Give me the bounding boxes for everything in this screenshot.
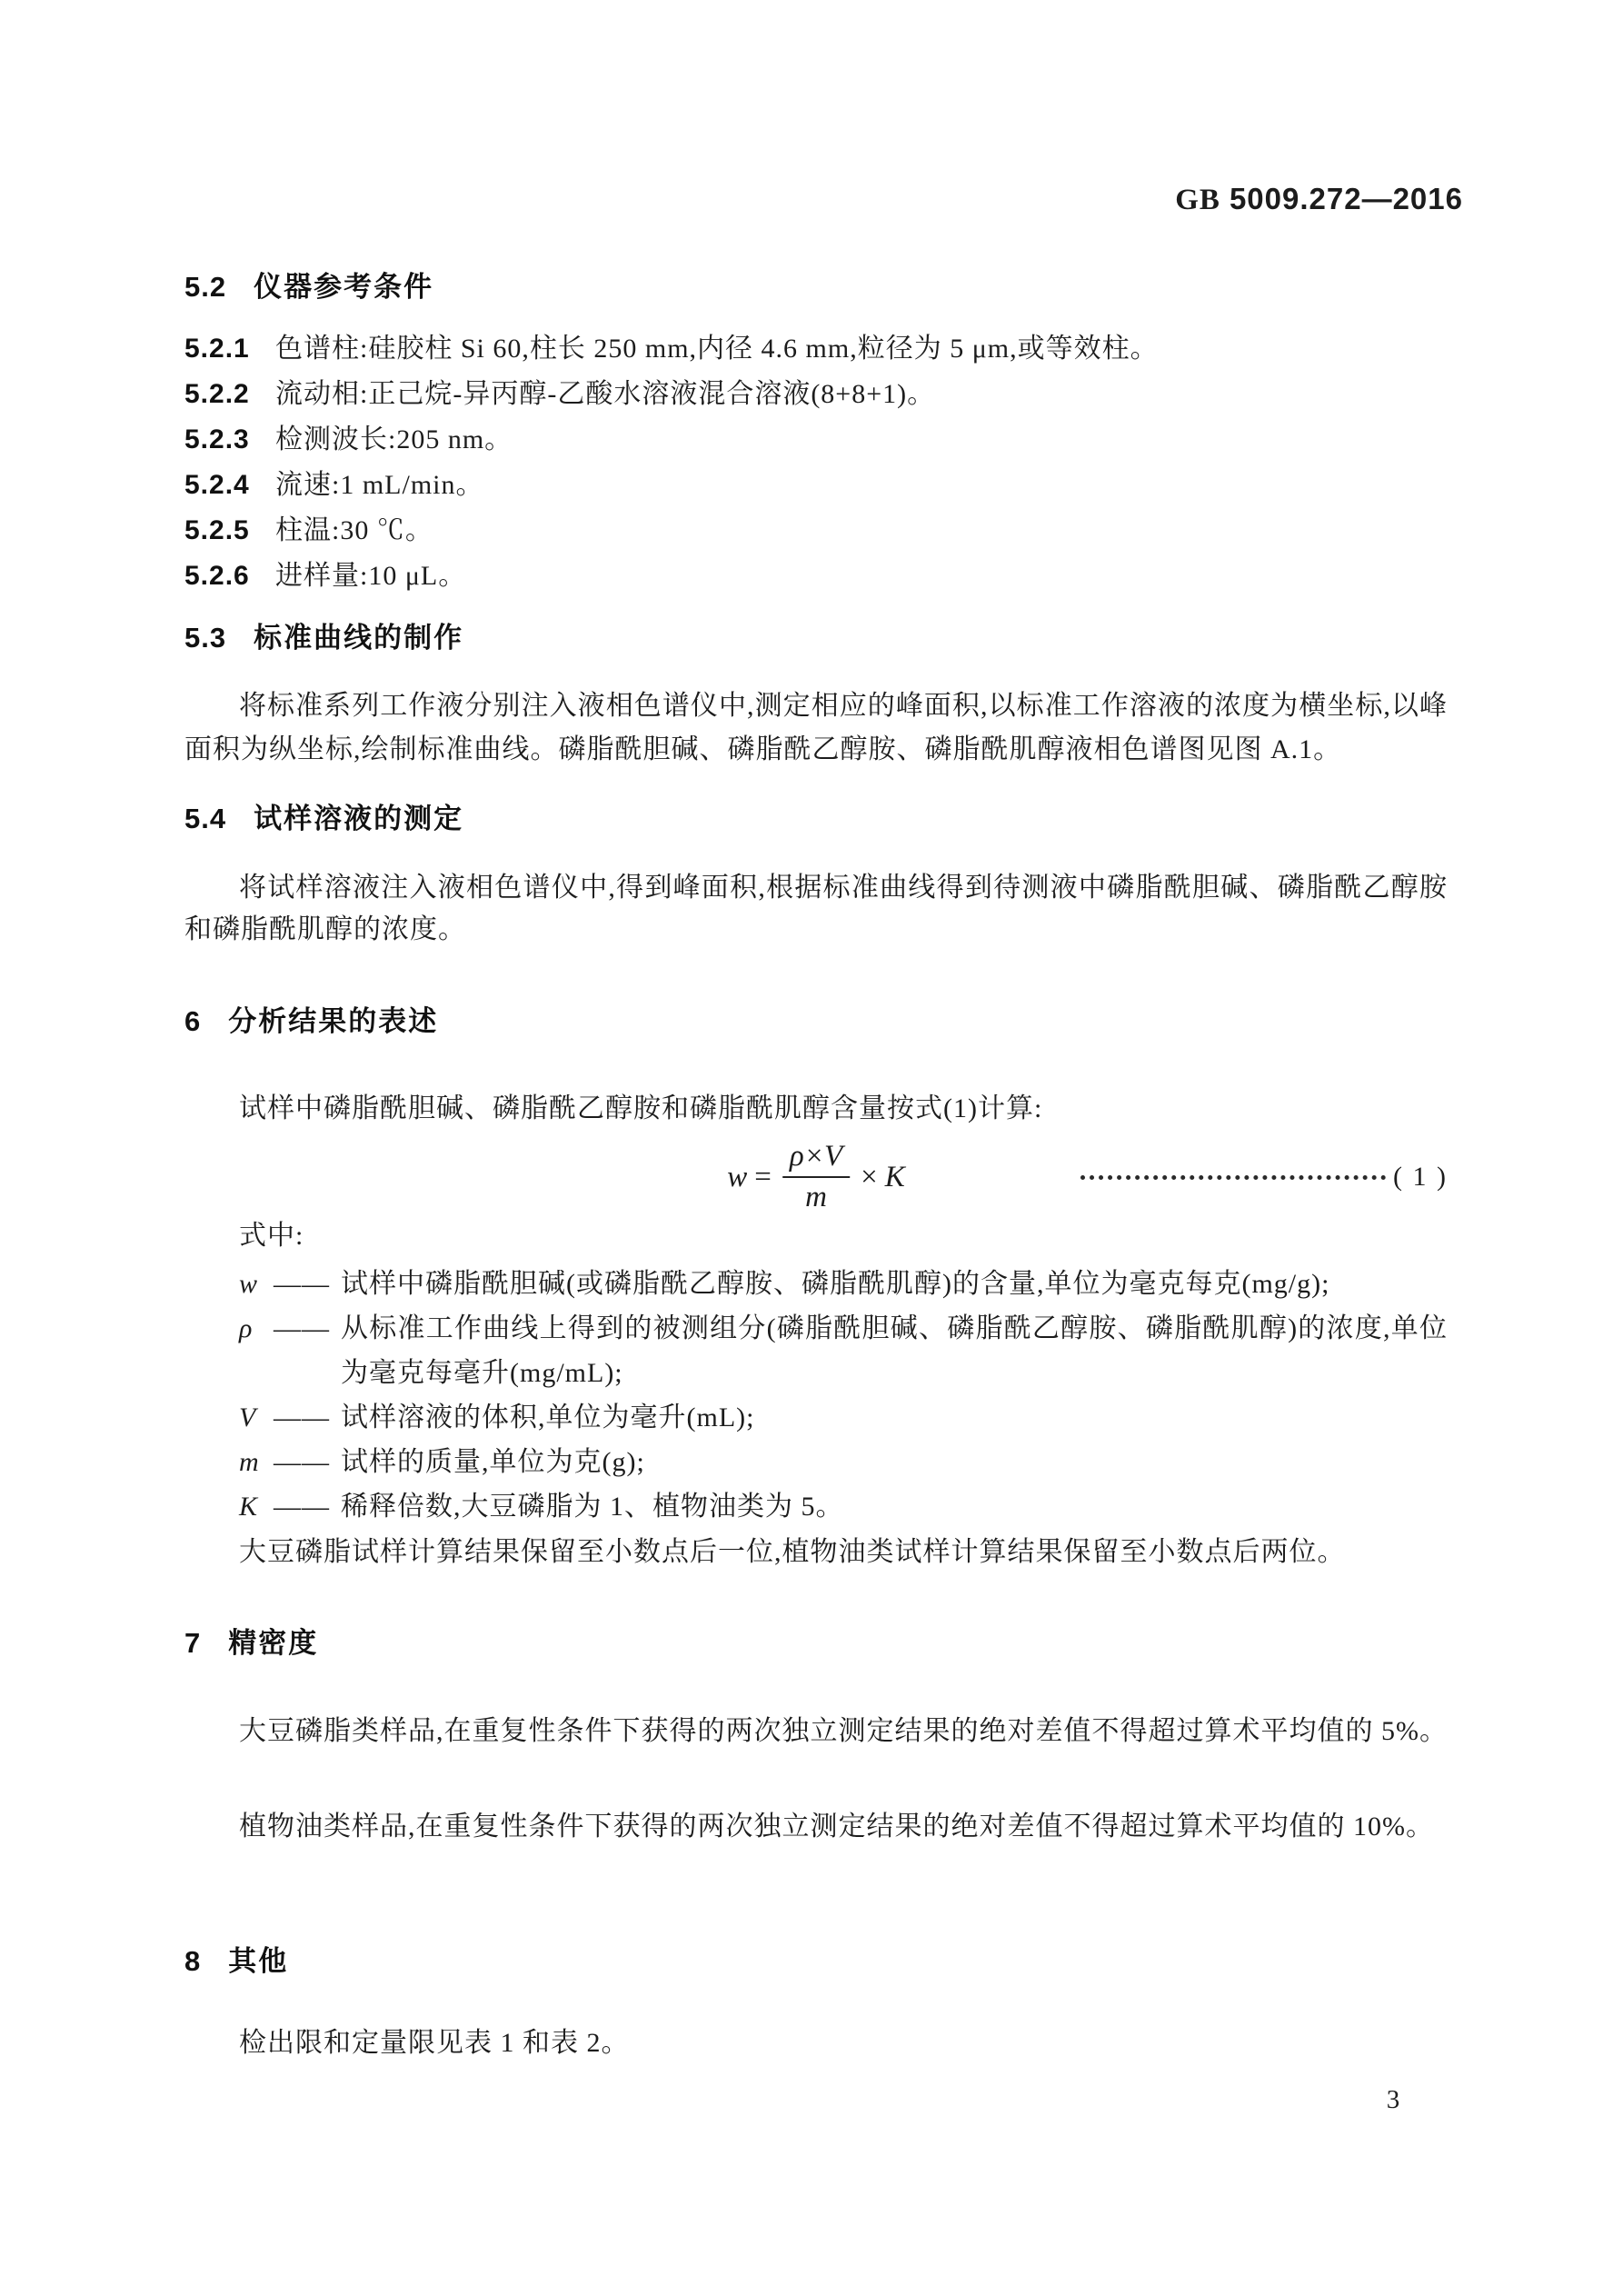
clause-text: 流动相:正己烷-异丙醇-乙酸水溶液混合溶液(8+8+1)。 (275, 379, 936, 409)
definition-row (184, 1262, 1448, 1306)
section-heading-5-4 (184, 802, 1448, 836)
clause-item (184, 326, 1448, 372)
definition-row (184, 1440, 1448, 1484)
clause-item (184, 508, 1448, 554)
section-number: 5.4 (184, 803, 227, 834)
fraction-denominator: m (805, 1181, 827, 1213)
definition-dash: —— (274, 1492, 330, 1522)
section-heading-5-3 (184, 621, 1448, 655)
section-heading-7 (184, 1626, 1448, 1661)
paragraph-7-1: 大豆磷脂类样品,在重复性条件下获得的两次独立测定结果的绝对差值不得超过算术平均值的 5%。 (239, 1716, 1448, 1746)
section-number: 8 (184, 1945, 202, 1977)
fraction-numerator: ρ×V (782, 1140, 850, 1178)
dotted-leader (1080, 1175, 1386, 1180)
definition-symbol: K (239, 1492, 259, 1522)
clause-text: 进样量:10 μL。 (275, 561, 467, 591)
formula-fraction (782, 1140, 850, 1214)
clause-text: 检测波长:205 nm。 (275, 424, 513, 454)
section-heading-5-2 (184, 270, 1448, 304)
clause-item (184, 372, 1448, 417)
paragraph-6-intro: 试样中磷脂酰胆碱、磷脂酰乙醇胺和磷脂酰肌醇含量按式(1)计算: (239, 1093, 1043, 1123)
paragraph-8: 检出限和定量限见表 1 和表 2。 (239, 2028, 630, 2058)
clause-item (184, 554, 1448, 599)
section-title: 仪器参考条件 (254, 271, 434, 303)
paragraph-7-2: 植物油类样品,在重复性条件下获得的两次独立测定结果的绝对差值不得超过算术平均值的 10%。 (239, 1812, 1434, 1842)
definition-list (184, 1262, 1448, 1529)
clause-text: 流速:1 mL/min。 (275, 470, 484, 500)
section-heading-8 (184, 1944, 1448, 1979)
standard-code-prefix: GB (1175, 184, 1220, 216)
definition-row (184, 1395, 1448, 1440)
definition-text: 试样中磷脂酰胆碱(或磷脂酰乙醇胺、磷脂酰肌醇)的含量,单位为毫克每克(mg/g); (341, 1269, 1330, 1299)
section-number: 5.2 (184, 271, 227, 303)
section-heading-6 (184, 1004, 1448, 1039)
clause-number: 5.2.4 (184, 470, 250, 500)
definition-symbol: ρ (239, 1313, 254, 1343)
clause-item (184, 417, 1448, 463)
formula-number: ( 1 ) (1393, 1162, 1448, 1192)
section-title: 标准曲线的制作 (254, 622, 464, 654)
clause-text: 柱温:30 ℃。 (275, 515, 433, 545)
equals-sign: = (754, 1160, 772, 1193)
clause-number: 5.2.1 (184, 334, 250, 364)
page-number: 3 (1386, 2085, 1400, 2114)
definition-symbol: w (239, 1269, 259, 1299)
formula-factor: K (884, 1160, 905, 1193)
formula-leader-group (1080, 1162, 1448, 1193)
definition-dash: —— (274, 1313, 330, 1343)
standard-code-header (1175, 182, 1463, 217)
definition-row (184, 1484, 1448, 1529)
definition-text: 试样溶液的体积,单位为毫升(mL); (341, 1403, 755, 1433)
clause-item (184, 463, 1448, 508)
multiply-sign: × (861, 1160, 878, 1193)
standard-code-number: 5009.272—2016 (1229, 182, 1463, 215)
section-title: 其他 (228, 1945, 289, 1977)
paragraph-6-note: 大豆磷脂试样计算结果保留至小数点后一位,植物油类试样计算结果保留至小数点后两位。 (239, 1537, 1346, 1567)
clause-list-5-2 (184, 326, 1448, 599)
clause-text: 色谱柱:硅胶柱 Si 60,柱长 250 mm,内径 4.6 mm,粒径为 5 μm,或等效柱。 (275, 334, 1159, 364)
definition-text: 稀释倍数,大豆磷脂为 1、植物油类为 5。 (341, 1492, 844, 1522)
definition-dash: —— (274, 1447, 330, 1477)
paragraph-5-4: 将试样溶液注入液相色谱仪中,得到峰面积,根据标准曲线得到待测液中磷脂酰胆碱、磷脂酰乙醇胺和磷脂酰肌醇的浓度。 (184, 873, 1448, 944)
definition-text: 从标准工作曲线上得到的被测组分(磷脂酰胆碱、磷脂酰乙醇胺、磷脂酰肌醇)的浓度,单位为毫克每毫升(mg/mL); (341, 1313, 1448, 1388)
paragraph-5-3: 将标准系列工作液分别注入液相色谱仪中,测定相应的峰面积,以标准工作溶液的浓度为横坐标,以峰面积为纵坐标,绘制标准曲线。磷脂酰胆碱、磷脂酰乙醇胺、磷脂酰肌醇液相色谱图见图 A.1。 (184, 691, 1448, 764)
definition-text: 试样的质量,单位为克(g); (341, 1447, 645, 1477)
clause-number: 5.2.3 (184, 424, 250, 454)
clause-number: 5.2.5 (184, 515, 250, 545)
formula-equation (727, 1132, 905, 1223)
clause-number: 5.2.2 (184, 379, 250, 409)
formula-row (184, 1132, 1448, 1223)
where-label: 式中: (239, 1221, 304, 1251)
section-number: 6 (184, 1005, 202, 1037)
section-title: 分析结果的表述 (228, 1005, 439, 1037)
definition-dash: —— (274, 1269, 330, 1299)
definition-row (184, 1306, 1448, 1395)
section-title: 试样溶液的测定 (254, 803, 464, 834)
section-title: 精密度 (228, 1627, 319, 1659)
section-number: 5.3 (184, 622, 227, 654)
definition-symbol: V (239, 1403, 257, 1433)
formula-lhs: w (727, 1160, 748, 1193)
definition-symbol: m (239, 1447, 260, 1477)
definition-dash: —— (274, 1403, 330, 1433)
section-number: 7 (184, 1627, 202, 1659)
clause-number: 5.2.6 (184, 561, 250, 591)
